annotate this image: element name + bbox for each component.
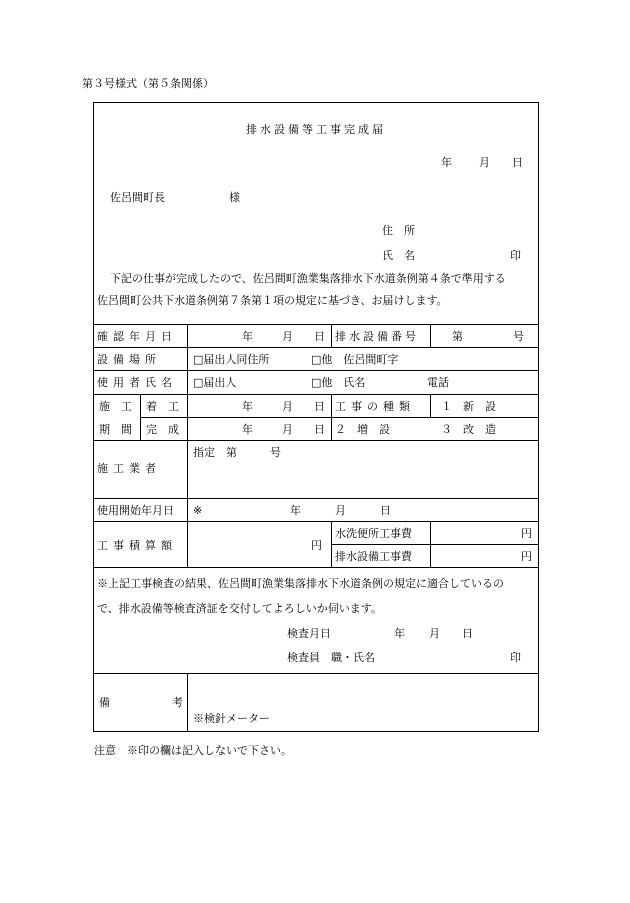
inspection-line-1: ※上記工事検査の結果、佐呂間町漁業集落排水下水道条例の規定に適合しているの [97, 577, 504, 590]
flush-toilet-cost-label: 水洗便所工事費 [335, 527, 412, 540]
drain-cost-yen: 円 [521, 550, 532, 563]
row-rule [93, 370, 539, 371]
header-year: 年 [441, 156, 452, 169]
start-use-mark: ※ [193, 504, 203, 517]
header-month: 月 [479, 156, 490, 169]
col-rule [187, 673, 188, 732]
start-use-month: 月 [335, 504, 346, 517]
period-label-b: 期 間 [99, 423, 132, 436]
applicant-seal: 印 [510, 249, 521, 262]
addressee-honorific: 様 [229, 191, 240, 204]
work-type-rebuild: ３ 改 造 [441, 423, 496, 436]
row-rule [93, 673, 539, 674]
start-use-year: 年 [290, 504, 301, 517]
inspection-year: 年 [394, 627, 405, 640]
start-use-day: 日 [380, 504, 391, 517]
user-phone-label: 電話 [427, 376, 449, 389]
col-rule [331, 394, 332, 440]
form-number: 第３号様式（第５条関係） [82, 77, 214, 90]
work-type-new: １ 新 設 [441, 400, 496, 413]
inspector-seal: 印 [510, 651, 521, 664]
row-rule [93, 567, 539, 568]
col-rule [331, 521, 332, 567]
col-rule [430, 394, 431, 417]
row-rule [93, 440, 539, 441]
location-option-same: □届出人同住所 [193, 353, 270, 366]
work-type-label: 工事の種類 [335, 400, 415, 413]
start-day: 日 [314, 400, 325, 413]
location-option-other: □他 佐呂間町字 [311, 353, 399, 366]
row-rule [331, 544, 539, 545]
inspector-label: 検査員 職・氏名 [287, 651, 375, 664]
user-label: 使用者氏名 [97, 376, 177, 389]
inspection-month: 月 [429, 627, 440, 640]
inspection-line-2: で、排水設備等検査済証を交付してよろしいか伺います。 [97, 602, 382, 615]
confirm-date-label: 確認年月日 [97, 330, 177, 343]
form-title: 排水設備等工事完成届 [246, 123, 386, 136]
row-rule [93, 498, 539, 499]
start-label: 着 工 [146, 400, 179, 413]
drain-number-prefix: 第 [452, 330, 463, 343]
end-month: 月 [282, 423, 293, 436]
start-month: 月 [282, 400, 293, 413]
confirm-month: 月 [282, 330, 293, 343]
flush-toilet-yen: 円 [521, 527, 532, 540]
row-rule [140, 417, 539, 418]
col-rule [331, 324, 332, 347]
drain-number-suffix: 号 [513, 330, 524, 343]
row-rule [93, 347, 539, 348]
confirm-year: 年 [242, 330, 253, 343]
col-rule [140, 394, 141, 440]
remarks-label-a: 備 [99, 696, 110, 709]
addressee-name: 佐呂間町長 [110, 191, 165, 204]
col-rule [430, 521, 431, 567]
drain-cost-label: 排水設備工事費 [335, 550, 412, 563]
address-label: 住 所 [382, 224, 415, 237]
meter-note: ※検針メーター [193, 712, 270, 725]
col-rule [187, 324, 188, 440]
confirm-day: 日 [314, 330, 325, 343]
row-rule [93, 521, 539, 522]
contractor-label: 施工業者 [97, 462, 161, 475]
name-label: 氏 名 [382, 249, 415, 262]
intro-line-1: 下記の仕事が完成したので、佐呂間町漁業集落排水下水道条例第４条で準用する [110, 272, 506, 285]
col-rule [187, 440, 188, 567]
end-day: 日 [314, 423, 325, 436]
col-rule [430, 324, 431, 347]
row-rule [93, 394, 539, 395]
start-use-label: 使用開始年月日 [97, 504, 174, 517]
inspection-date-label: 検査月日 [287, 627, 331, 640]
estimate-yen: 円 [311, 539, 322, 552]
user-option-applicant: □届出人 [193, 376, 237, 389]
intro-line-2: 佐呂間町公共下水道条例第７条第１項の規定に基づき、お届けします。 [97, 294, 448, 307]
header-day: 日 [512, 156, 523, 169]
contractor-designation: 指定 第 号 [193, 446, 281, 459]
end-year: 年 [242, 423, 253, 436]
work-type-extend: ２ 増 設 [335, 423, 390, 436]
period-label-a: 施 工 [99, 400, 132, 413]
drain-number-label: 排水設備番号 [335, 330, 419, 343]
location-label: 設備場所 [97, 353, 161, 366]
inspection-day: 日 [462, 627, 473, 640]
table-top-rule [93, 324, 539, 325]
end-label: 完 成 [146, 423, 179, 436]
start-year: 年 [242, 400, 253, 413]
footer-note: 注意 ※印の欄は記入しないで下さい。 [94, 744, 292, 757]
user-option-other: □他 氏名 [311, 376, 366, 389]
estimate-label: 工事積算額 [97, 539, 177, 552]
remarks-label-b: 考 [172, 696, 183, 709]
